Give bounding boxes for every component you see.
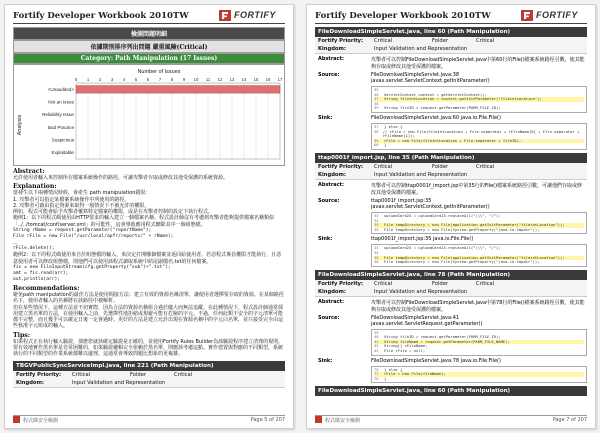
code-line: rFile.delete();: [13, 246, 55, 252]
issue-meta-row: [315, 163, 587, 171]
page-body: [315, 27, 587, 412]
issue-meta: [315, 280, 587, 297]
line-number: 37: [374, 96, 379, 102]
chart-category-label: Bad Practice: [47, 124, 74, 130]
line-number: 57: [374, 123, 379, 129]
sink-row: [315, 115, 587, 121]
sink-label: Sink:: [318, 114, 333, 121]
line-number: 39: [374, 105, 379, 111]
line-text: ServletContext context = getServletContext();: [384, 91, 487, 97]
priority-value: Critical: [374, 163, 393, 170]
line-number: 36: [374, 226, 379, 232]
kingdom-value: Input Validation and Representation: [374, 288, 468, 295]
abstract-text: 攻擊者可以控制FileDownloadSimpleServlet.java中第78行的File()檔案系統路徑引數，使其能夠存取或修改其他受保護的檔案。: [371, 299, 585, 313]
priority-label: Fortify Priority:: [318, 38, 364, 44]
line-text: String fileID = request.getParameter(PARM_FILE_ID);: [384, 334, 501, 340]
line-number: 40: [374, 334, 379, 340]
kingdom-value: Input Validation and Representation: [72, 379, 166, 386]
footer-left-text: 程式碼安全檢測: [23, 418, 59, 424]
chart-x-tick-label: 11: [205, 77, 211, 82]
code-snippet: [371, 329, 587, 356]
issue-meta: [315, 163, 587, 180]
code-line: [374, 260, 584, 265]
chart-ylabel: Analysis: [17, 114, 23, 136]
chart-x-tick-label: 3: [110, 77, 114, 82]
section-paragraph: 但在某些情況下，這種方法並不切實際，因為合法的資源名稱組合過於龐大而無法追蹤。在此種情況下，程式設計師通常採用建立黑名單的方法，在使用輸入之前，先選擇性地拒絕或規避可能有危險的字元。不過，任何此類不安全的字元清單可能都不完整，而且幾乎可以確定日後一定會過時。更好的方法是建立允許出現在資源名稱中的字元白名單，並只接受完全由這些核准字元組成的輸入。: [13, 304, 284, 330]
folder-value: Critical: [174, 371, 193, 378]
code-line: fis = new FileInputStream(cfg.getProperty("sub")+".txt");: [13, 264, 171, 270]
line-text: rFile = new File(fileintLocation + File.separator + fileID);: [384, 137, 522, 143]
priority-label: Fortify Priority:: [16, 371, 62, 378]
chart-category-label: <Unaudited>: [47, 86, 74, 92]
page-number: Page 7 of 207: [552, 417, 587, 423]
sink-file: FileDownloadSimpleServlet.java:78 java.io.File.File(): [371, 357, 501, 364]
chart-category-label: Not an Issue: [48, 99, 74, 105]
page-header: [315, 9, 587, 22]
line-text: String fileID = request.getParameter(PARM_FILE_ID);: [384, 105, 501, 111]
chart-x-tick-label: 0: [74, 77, 78, 82]
chart-x-tick-label: 14: [241, 77, 247, 82]
chart-plot-area: [76, 83, 280, 159]
source-file: FileDownloadSimpleServlet.java:41: [371, 314, 460, 321]
priority-value: Critical: [374, 38, 393, 44]
section-heading: Explanation:: [13, 183, 57, 191]
fortify-logo: [521, 9, 587, 22]
section-heading: Recommendations:: [13, 284, 80, 292]
kingdom-value: Input Validation and Representation: [374, 46, 468, 52]
folder-value: Critical: [476, 280, 495, 287]
sink-row: [315, 236, 587, 242]
chart-x-tick-label: 9: [182, 77, 186, 82]
issue-meta-row: [315, 280, 587, 288]
sink-label: Sink:: [318, 236, 333, 243]
page-footer: [13, 415, 285, 425]
chart-x-tick-label: 16: [265, 77, 271, 82]
priority-label: Fortify Priority:: [318, 280, 364, 287]
line-number: 77: [374, 371, 379, 377]
issue-meta-row: [315, 37, 587, 45]
line-number: 43: [374, 348, 379, 354]
chart-category-label: Exploitable: [51, 150, 74, 156]
section-heading: Tips:: [13, 331, 31, 339]
line-text: } else {: [384, 123, 403, 129]
line-text: uploadCard23 = uploadCard13.replaceAll("\\\", "/");: [384, 245, 501, 251]
issue-meta: [13, 371, 285, 388]
fortify-logo-text: FORTIFY: [536, 10, 578, 20]
header-title: Fortify Developer Workbook 2010TW: [13, 11, 189, 21]
line-text: } else {: [384, 366, 403, 372]
page-number: Page 5 of 207: [250, 417, 285, 423]
kingdom-label: Kingdom:: [318, 288, 346, 295]
chart-category-label: Reliability Issue: [42, 112, 74, 118]
chart-title: Number of Issues: [137, 69, 181, 75]
source-call: javax.servlet.ServletContext.getInitParameter(): [371, 78, 490, 84]
chart-category-label: Suspicious: [51, 137, 74, 143]
header-rule: [13, 23, 285, 24]
chart-x-tick-label: 15: [253, 77, 259, 82]
chart-bar: [76, 86, 280, 94]
line-number: 33: [374, 212, 379, 218]
document-page-right: [306, 4, 596, 429]
issue-meta: [315, 37, 587, 54]
issue-title: TBGVPublicSyncServiceImpl.java, line 221 (Path Manipulation): [13, 361, 285, 371]
section-paragraph: 範例1：以下的程式碼使用由HTTP要求的輸入建立一個檔案名稱。程式設計師沒有考慮到攻擊者能夠提供檔案名稱類似「../../tomcat/conf/server.xml」的可能性，這會導致應用程式刪除其中一個組態檔。: [13, 215, 274, 228]
code-line: [374, 377, 584, 382]
line-text: String[] rFileName;: [384, 343, 428, 349]
source-file: ttap0001f_import.jsp:35: [371, 197, 432, 204]
code-line: [374, 228, 584, 233]
priority-value: Critical: [72, 371, 91, 378]
issue-title: FileDownloadSimpleServlet.java, line 60 (Path Manipulation): [315, 386, 587, 396]
section-paragraph: 2. 攻擊者可藉由指定資源來取得一般情況下不被允許的權限。: [13, 202, 150, 209]
chart-x-tick-label: 2: [98, 77, 102, 82]
line-number: 58: [374, 128, 379, 134]
source-info: [371, 315, 587, 327]
chart-grid: [76, 83, 280, 159]
chart-x-tick-label: 17: [277, 77, 283, 82]
issues-chart: [13, 64, 285, 166]
line-text: // rFile = new File(fileintLocation + File.separator + rFileName[0] + File.separator + rFileName[1]);: [382, 128, 580, 139]
line-number: 35: [374, 87, 379, 92]
source-file: FileDownloadSimpleServlet.java:38: [371, 72, 460, 78]
code-snippet: [371, 366, 587, 384]
section-paragraph: 1. 攻擊者可以指定某檔案系統操作中所使用的路徑。: [13, 196, 130, 203]
line-text: }: [384, 142, 387, 148]
fortify-logo-icon: [219, 10, 231, 21]
chart-x-tick-label: 1: [86, 77, 90, 82]
folder-label: Folder: [432, 280, 449, 287]
code-line: File rFile = new File("/usr/local/apfr/reports/" + rName);: [13, 234, 174, 240]
fortify-logo: [219, 9, 285, 22]
footer-logo-icon: [13, 416, 20, 423]
header-title: Fortify Developer Workbook 2010TW: [315, 11, 491, 21]
footer-left-text: 程式碼安全檢測: [325, 418, 361, 424]
line-text: File tempDirectory = new File(application.getInitParameter("fileintLocation"));: [384, 222, 565, 228]
line-number: 34: [374, 249, 379, 255]
chart-x-ticks: [75, 77, 283, 82]
section-paragraph: 避免path manipulation的最佳方法是使用間接方法：建立有效的資源名稱清單，讓使用者選擇要存取的資源。在某個路徑名下，使用者輸入的名稱將在該路徑中被解析。: [13, 291, 284, 305]
issue-title: ttap0001f_import.jsp, line 35 (Path Manipulation): [315, 153, 587, 163]
chart-category-labels: [42, 87, 75, 155]
line-number: 41: [374, 338, 379, 344]
text-sections: [13, 168, 285, 358]
issue-meta-row: [315, 171, 587, 179]
code-snippet: [371, 123, 587, 150]
page-header: [13, 9, 285, 22]
line-number: 76: [374, 366, 379, 372]
line-text: }: [384, 375, 387, 381]
source-row: [315, 198, 587, 210]
section-paragraph: ...: [13, 240, 18, 247]
sink-file: FileDownloadSimpleServlet.java:60 java.io.File.File(): [371, 114, 501, 121]
code-snippet: [371, 212, 587, 234]
fortify-logo-icon: [521, 10, 533, 21]
line-text: uploadCard23 = uploadCard13.replaceAll("\\\", "/");: [384, 212, 501, 218]
abstract-row: [315, 182, 587, 196]
chart-x-tick-label: 6: [146, 77, 150, 82]
chart-x-tick-label: 7: [158, 77, 162, 82]
source-row: [315, 315, 587, 327]
folder-label: Folder: [432, 38, 449, 44]
code-line: String rName = request.getParameter("reportName");: [13, 228, 152, 234]
code-line: [374, 106, 584, 111]
line-text: File tempDirectory = new File(System.getProperty("java.io.tmpdir"));: [384, 226, 540, 232]
category-banner: Category: Path Manipulation (17 Issues): [13, 53, 285, 64]
folder-value: Critical: [476, 163, 495, 170]
issue-title: FileDownloadSimpleServlet.java, line 78 (Path Manipulation): [315, 270, 587, 280]
kingdom-label: Kingdom:: [16, 379, 44, 386]
line-number: 59: [374, 137, 379, 143]
source-label: Source:: [318, 197, 340, 204]
priority-label: Fortify Priority:: [318, 163, 364, 170]
chart-x-tick-label: 8: [170, 77, 174, 82]
source-label: Source:: [318, 314, 340, 321]
folder-label: Folder: [130, 371, 147, 378]
section-heading: Abstract:: [13, 168, 45, 175]
abstract-label: Abstract:: [318, 181, 345, 188]
line-number: 36: [374, 91, 379, 97]
sink-row: [315, 358, 587, 364]
sink-label: Sink:: [318, 357, 333, 364]
section-banner: 檢測問題明細: [13, 27, 285, 40]
line-number: 60: [374, 142, 379, 148]
issue-meta-row: [315, 45, 587, 53]
code-snippet: [371, 244, 587, 266]
line-text: rFile = new File(fileName);: [384, 371, 446, 377]
line-text: File tempDirectory = new File(application.getInitParameter("fileintLocation"));: [384, 254, 565, 260]
folder-label: Folder: [432, 163, 449, 170]
abstract-row: [315, 56, 587, 70]
line-number: 34: [374, 217, 379, 223]
code-snippet: [371, 86, 587, 113]
chart-x-tick-label: 10: [193, 77, 199, 82]
line-number: 36: [374, 259, 379, 265]
line-number: 39: [374, 329, 379, 335]
kingdom-label: Kingdom:: [318, 171, 346, 178]
chart-bars: [76, 86, 280, 94]
line-number: 42: [374, 343, 379, 349]
code-line: [374, 143, 584, 148]
fortify-logo-text: FORTIFY: [234, 10, 276, 20]
source-info: [371, 72, 587, 84]
line-number: 35: [374, 222, 379, 228]
header-rule: [315, 23, 587, 24]
line-number: 38: [374, 100, 379, 106]
chart-x-tick-label: 12: [217, 77, 223, 82]
abstract-row: [315, 299, 587, 313]
section-paragraph: 當發生以下兩種情況時候，會產生 path manipulation錯誤：: [13, 190, 151, 197]
code-line: out.println(arr);: [13, 276, 61, 282]
section-paragraph: 範例2：以下的程式碼使用來自於組態檔的輸入，來決定打開哪個檔案並返回給使用者。若惡程式專員權限才能執行，且惡意使用者可以修改組態檔，則他們可以使用該程式讀取系統中結尾副檔名.txt的任何檔案。: [13, 252, 282, 265]
chart-x-tick-label: 5: [134, 77, 138, 82]
issue-title: FileDownloadSimpleServlet.java, line 60 (Path Manipulation): [315, 27, 587, 37]
abstract-text: 攻擊者可以控制ttap0001f_import.jsp中第35行的File()檔案系統路徑引數，可讓他們存取或修改其他受保護的檔案。: [371, 182, 583, 196]
section-paragraph: 要有效地實作黑名單是非常困難的，如果驗證邏輯完全依賴於黑名單，則應該考慮這點。實作建置與對應的不同類型，系統執行的不同類型的作業系統都難以處理。這通常會導致問題比想象的更複雜。: [13, 345, 284, 358]
kingdom-label: Kingdom:: [318, 46, 346, 52]
line-number: 35: [374, 254, 379, 260]
abstract-text: 攻擊者可以控制FileDownloadSimpleServlet.java中第60行的File()檔案系統路徑引數，使其能夠存取或修改其他受保護的檔案。: [371, 57, 585, 70]
line-text: String fileName = request.getParameter(PARM_FILE_NAME);: [384, 338, 510, 344]
line-text: File rFile = null;: [384, 348, 426, 354]
source-row: [315, 72, 587, 84]
line-text: String fileintLocation = context.getInitParameter("fileintLocation");: [384, 96, 542, 102]
code-line: amt = fis.read(arr);: [13, 270, 69, 276]
kingdom-value: Input Validation and Representation: [374, 171, 468, 178]
sort-banner: 依據期別排序列出問題 嚴重風險(Critical): [13, 40, 285, 53]
priority-value: Critical: [374, 280, 393, 287]
page-footer: [315, 415, 587, 425]
code-line: [374, 349, 584, 354]
section-paragraph: 如果程式正在執行輸入驗證，那麼您就該確定驗證是正確的，並使用Fortify Rules Builder為該驗證程序建立清理的規則。: [13, 338, 284, 345]
page-body: [13, 27, 285, 412]
line-number: 78: [374, 375, 379, 381]
line-number: 33: [374, 245, 379, 251]
chart-x-tick-label: 4: [122, 77, 126, 82]
footer-logo-icon: [315, 416, 322, 423]
line-text: File tempDirectory = new File(System.getProperty("java.io.tmpdir"));: [384, 259, 540, 265]
source-call: javax.servlet.ServletRequest.getParameter(): [371, 320, 483, 327]
source-info: [371, 198, 587, 210]
issues-chart-svg: [14, 65, 285, 165]
folder-value: Critical: [476, 38, 495, 44]
abstract-label: Abstract:: [318, 56, 345, 62]
sink-file: ttap0001f_import.jsp:35 java.io.File.File(): [371, 236, 474, 243]
source-label: Source:: [318, 72, 340, 78]
document-page-left: [4, 4, 294, 429]
chart-x-tick-label: 13: [229, 77, 235, 82]
section-paragraph: 允許使用者輸入來控制所在檔案系統操作的路徑，可讓攻擊者存取或修改其他受保護的系統資源。: [13, 175, 229, 181]
section-paragraph: 例如，程式可能會給予攻擊者覆寫特定檔案的權限，或是在攻擊者控制的設定下執行程式。: [13, 209, 214, 216]
source-call: javax.servlet.ServletContext.getInitParameter(): [371, 203, 490, 210]
issue-meta-row: [315, 288, 587, 296]
abstract-label: Abstract:: [318, 298, 345, 305]
